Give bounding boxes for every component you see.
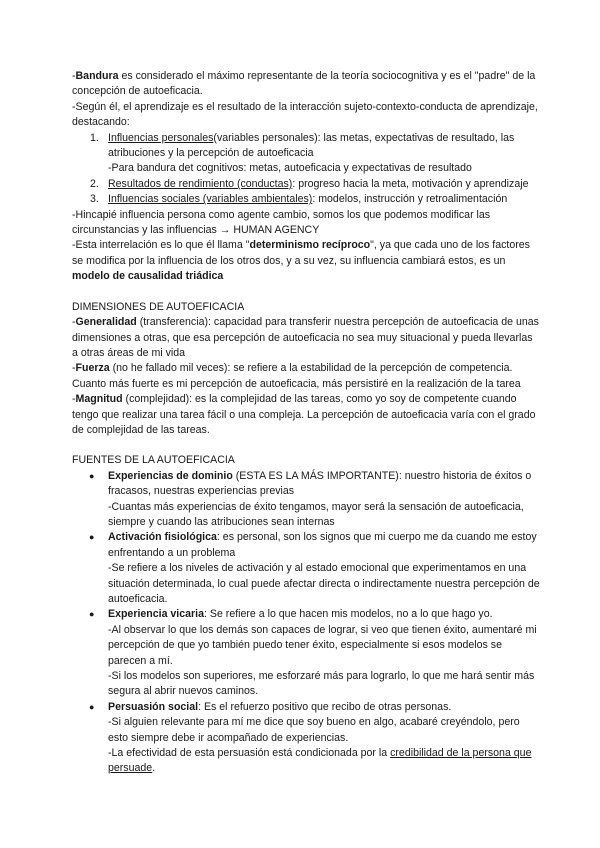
text: - [72,316,76,329]
underlined-term: Influencias sociales (variables ambientales) [108,193,313,206]
bold-term: Experiencias de dominio [108,469,233,482]
bullet-icon: ● [89,609,95,620]
bold-term: Experiencia vicaria [108,608,204,621]
text: (complejidad): es la complejidad de las tareas, como yo soy de competente cuando tengo que realizar una tarea fácil o una compleja. La percepción de autoeficacia varía con el grado de complejidad de las tareas. [72,393,536,436]
intro-learning: -Según él, el aprendizaje es el resultado de la interacción sujeto-contexto-conducta de aprendizaje, destacando: [72,100,538,129]
section-title-sources: FUENTES DE LA AUTOEFICACIA [72,454,235,467]
text: : Es el refuerzo positivo que recibo de otras personas. [198,700,452,713]
bold-bandura: Bandura [75,70,119,82]
text: - [72,362,76,375]
text: : modelos, instrucción y retroalimentación [312,193,508,206]
list-number: 3. [90,193,99,206]
section-title-dimensions: DIMENSIONES DE AUTOEFICACIA [72,300,245,313]
bullet-sub: -Al observar lo que los demás son capaces de lograr, si veo que tienen éxito, aumentaré mi percepción de que yo también puedo tener éxito, especialmente si esos modelos se parecen a mí. [108,623,537,667]
bold-term: Fuerza [75,362,110,375]
bold-term: Magnitud [75,393,123,406]
bold-term: Generalidad [75,316,137,329]
text: (transferencia): capacidad para transferir nuestra percepción de autoeficacia de unas dimensiones a otras, que esa percepción de autoeficacia no sea muy situacional y pueda llevarlas a otras áreas de mi vida [72,316,539,359]
bullet-icon: ● [89,701,95,712]
text: -La efectividad de esta persuasión está condicionada por la [108,747,391,760]
text: : progreso hacia la meta, motivación y aprendizaje [292,177,529,190]
intro-bandura [72,69,540,100]
list-number: 1. [90,131,99,144]
text: - [72,393,76,406]
agency-paragraph: -Hincapié influencia persona como agente cambio, somos los que podemos modificar las circunstancias y las influencias → HUMAN AGENCY [72,208,491,237]
text: - [72,70,76,82]
bullet-list [72,469,540,777]
triadic-paragraph [72,238,540,284]
bullet-icon: ● [89,532,95,543]
text: (ESTA ES LA MÁS IMPORTANTE): nuestro historia de éxitos o fracasos, nuestras experiencias previas [108,469,532,498]
underlined-term: credibilidad de la persona que persuade [108,747,532,775]
numbered-list [72,131,540,208]
bold-term: Persuasión social [108,700,199,713]
bullet-sub: -Si los modelos son superiores, me esforzaré más para lograrlo, lo que me hará sentir más segura al abrir nuevos caminos. [108,670,535,698]
list-number: 2. [90,177,99,190]
text: es considerado el máximo representante de la teoría sociocognitiva y es el "padre" de la concepción de autoeficacia. [72,70,536,98]
text: : Se refiere a lo que hacen mis modelos, no a lo que hago yo. [204,608,493,621]
dimension-item [72,315,540,361]
list-item [72,131,540,162]
text: -Esta interrelación es lo que él llama " [72,239,250,252]
list-item-note: -Para bandura det cognitivos: metas, autoeficacia y expectativas de resultado [108,162,472,175]
text: (variables personales): las metas, expectativas de resultado, las atribuciones y la percepción de autoeficacia [108,131,515,160]
bold-term: Activación fisiológica [108,531,217,544]
bullet-item [72,607,540,622]
bullet-icon: ● [89,470,95,481]
bullet-sub: -Cuantas más experiencias de éxito tengamos, mayor será la sensación de autoeficacia, siempre y cuando las atribuciones sean internas [108,500,524,528]
bullet-item [72,469,540,500]
list-item [72,192,540,207]
bold-term: modelo de causalidad triádica [72,270,224,283]
text: (no he fallado mil veces): se refiere a la estabilidad de la percepción de competencia. Cuanto más fuerte es mi percepción de autoeficacia, más persistiré en la realización de la tarea [72,362,521,390]
bullet-sub: -Si alguien relevante para mí me dice que soy bueno en algo, acabaré creyéndolo, pero esto siempre debe ir acompañado de experiencias. [108,716,520,744]
text: : es personal, son los signos que mi cuerpo me da cuando me estoy enfrentando a un problema [108,531,537,559]
text: . [152,762,156,775]
bullet-sub: -Se refiere a los niveles de activación y al estado emocional que experimentamos en una situación determinada, lo cual puede afectar directa o indirectamente nuestra percepción de autoeficacia. [108,562,540,605]
underlined-term: Influencias personales [108,131,214,144]
list-item [72,177,540,192]
dimension-item [72,392,540,438]
bullet-item [72,530,540,561]
bullet-item [72,700,540,715]
dimension-item [72,361,540,392]
text: ", ya que cada uno de los factores se modifica por la influencia de los otros dos, y a su vez, su influencia cambiará estos, es un [72,239,530,267]
underlined-term: Resultados de rendimiento (conductas) [108,177,293,190]
bold-term: determinismo recíproco [249,239,371,252]
bullet-sub [72,746,540,777]
